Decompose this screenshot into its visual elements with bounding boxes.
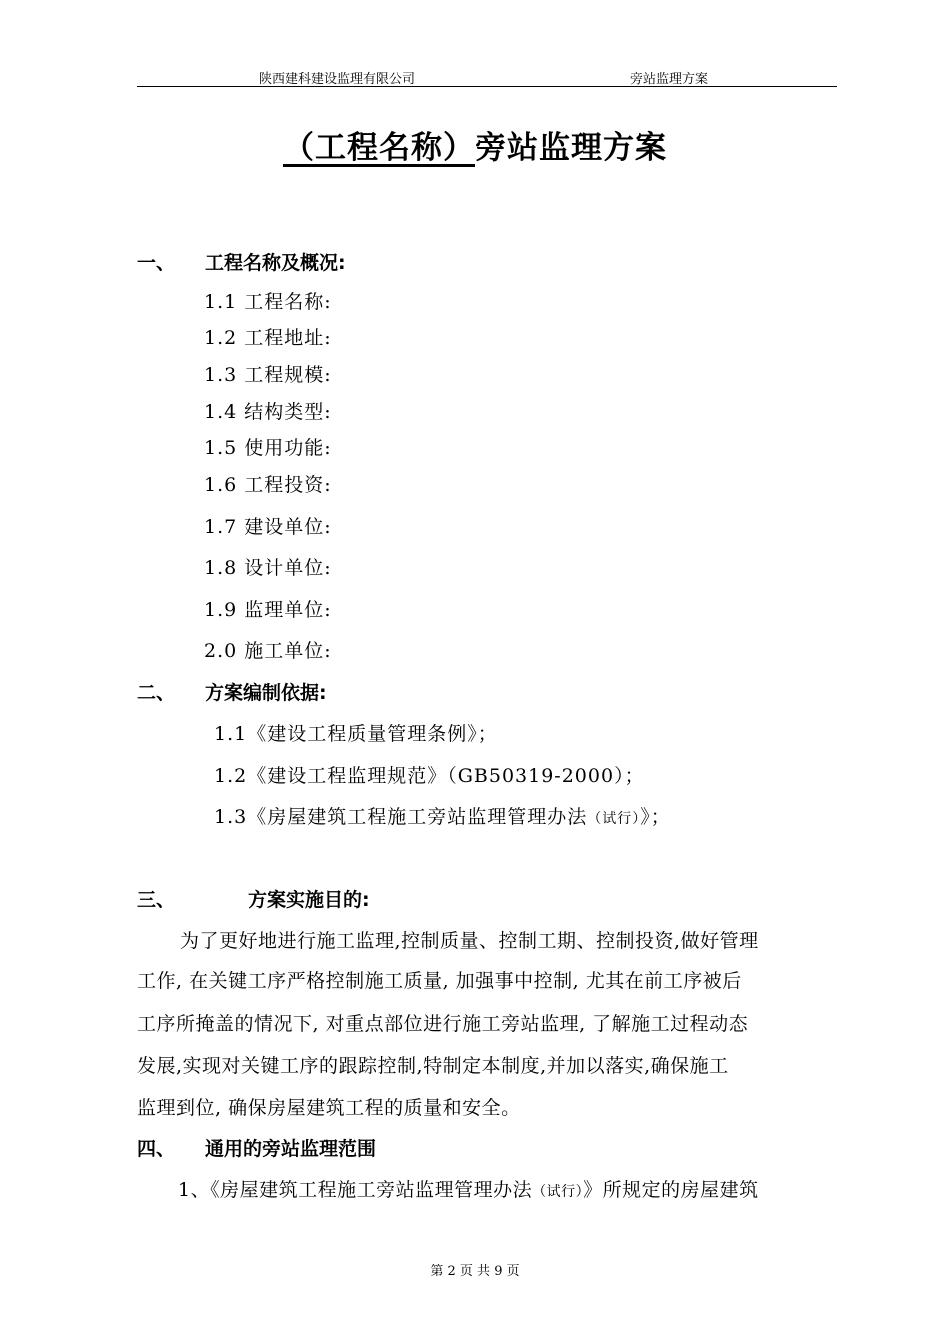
basis-small-text: （试行） [587,811,641,827]
section-title: 方案编制依据: [205,682,327,704]
overview-item: 1.9 监理单位: [204,599,332,621]
overview-item: 1.1 工程名称: [204,291,332,313]
scope-tail-text: 》所规定的房屋建筑 [583,1179,759,1201]
scope-text: 1、《房屋建筑工程施工旁站监理管理办法 [178,1179,533,1201]
section-number: 一、 [137,252,176,274]
section-number: 四、 [137,1138,176,1160]
purpose-line: 监理到位, 确保房屋建筑工程的质量和安全。 [137,1097,521,1119]
basis-text: 1.2《建设工程监理规范》（GB50319-2000）； [214,765,645,787]
basis-item [214,761,645,788]
overview-item: 1.5 使用功能: [204,437,332,459]
basis-text: 1.1《建设工程质量管理条例》； [214,723,498,745]
purpose-line: 工作, 在关键工序严格控制施工质量, 加强事中控制, 尤其在前工序被后 [137,970,742,992]
purpose-line: 发展,实现对关键工序的跟踪控制,特制定本制度,并加以落实,确保施工 [137,1055,729,1077]
section-number: 二、 [137,682,176,704]
document-title [0,122,950,167]
overview-item: 1.7 建设单位: [204,516,332,538]
scope-small-text: （试行） [532,1184,584,1200]
scope-line [178,1175,878,1202]
overview-item: 1.3 工程规模: [204,364,332,386]
section-number: 三、 [137,889,176,911]
basis-item [214,719,498,746]
overview-item: 1.6 工程投资: [204,474,332,496]
overview-item: 2.0 施工单位: [204,640,332,662]
basis-tail-text: 》； [640,806,671,828]
page-header [137,66,837,87]
header-company: 陕西建科建设监理有限公司 [259,72,416,87]
overview-item: 1.2 工程地址: [204,327,332,349]
overview-item: 1.4 结构类型: [204,401,332,423]
purpose-line: 为了更好地进行施工监理,控制质量、控制工期、控制投资,做好管理 [180,930,759,952]
title-project-name: （工程名称） [283,130,475,166]
page-footer: 第 2 页 共 9 页 [430,1264,520,1279]
title-rest: 旁站监理方案 [475,130,667,166]
basis-text: 1.3《房屋建筑工程施工旁站监理管理办法 [214,806,588,828]
header-doc-title: 旁站监理方案 [630,72,709,87]
section-title: 工程名称及概况: [205,252,346,274]
purpose-line: 工序所掩盖的情况下, 对重点部位进行施工旁站监理, 了解施工过程动态 [137,1013,749,1035]
overview-item: 1.8 设计单位: [204,557,332,579]
basis-item [214,802,671,829]
section-title: 通用的旁站监理范围 [205,1138,377,1160]
section-title: 方案实施目的: [248,889,370,911]
